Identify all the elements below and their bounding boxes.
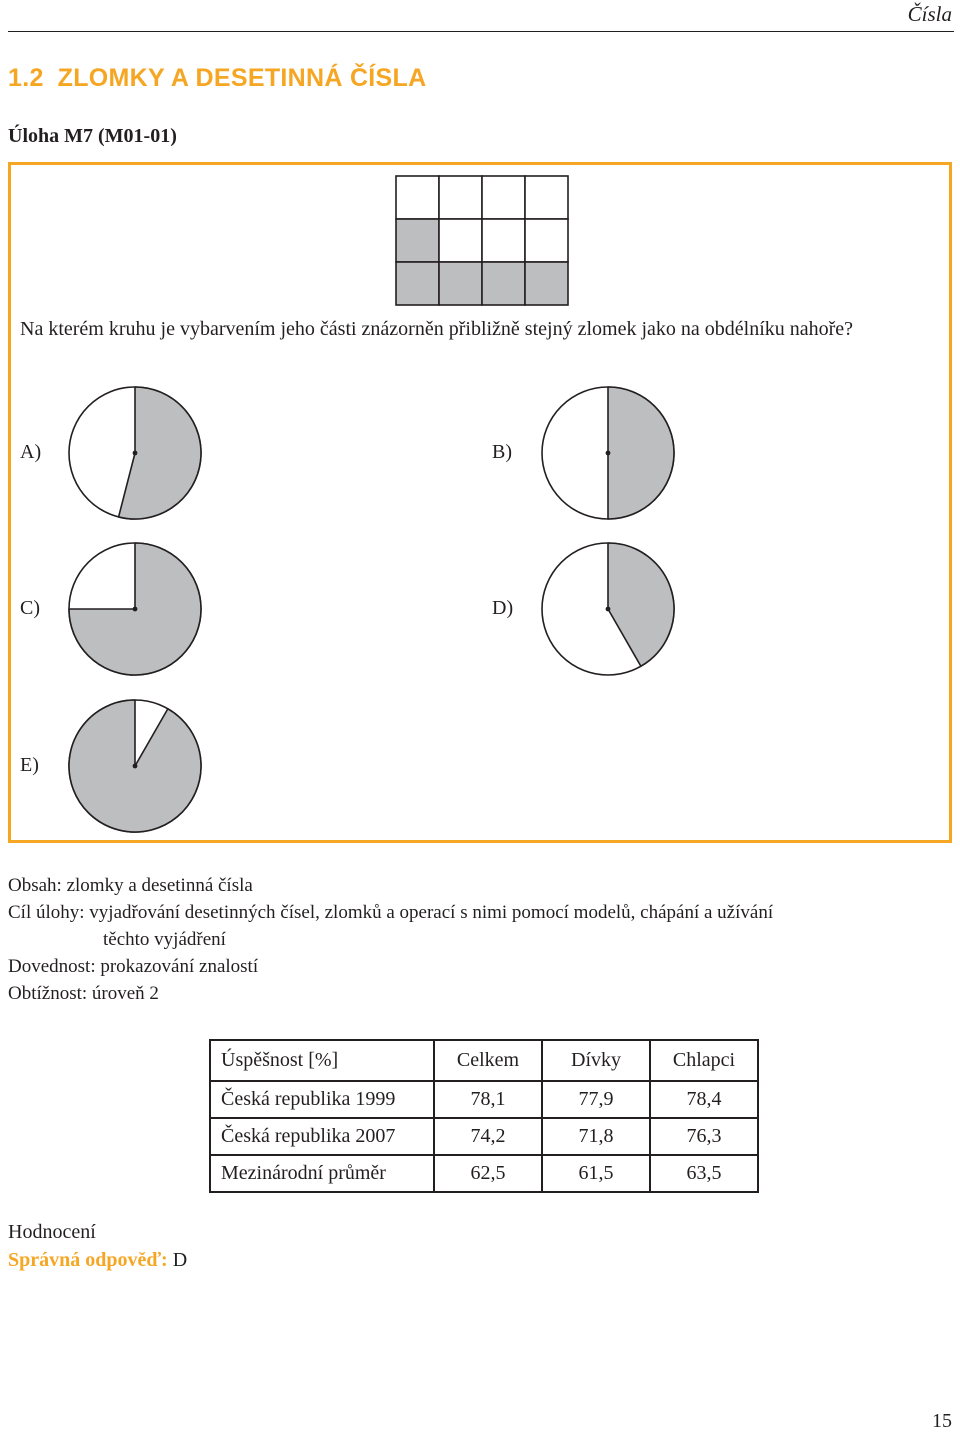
- table-header-row: [210, 1040, 758, 1081]
- table-header-cell: Dívky: [542, 1040, 650, 1081]
- grid-cell: [439, 176, 482, 219]
- option-label-d: D): [492, 597, 514, 619]
- table-header-cell: Celkem: [434, 1040, 542, 1081]
- task-title: Úloha M7 (M01-01): [8, 125, 177, 147]
- table-cell: Česká republika 1999: [210, 1081, 434, 1118]
- grid-cell: [396, 176, 439, 219]
- grid-cell: [482, 219, 525, 262]
- pie-option-d[interactable]: [542, 543, 674, 675]
- pie-center-dot: [606, 451, 611, 456]
- table-cell: 62,5: [434, 1155, 542, 1192]
- grid-cell: [482, 262, 525, 305]
- option-label-b: B): [492, 441, 512, 463]
- option-label-c: C): [20, 597, 40, 619]
- grid-cell: [439, 219, 482, 262]
- table-cell: 77,9: [542, 1081, 650, 1118]
- meta-content: Obsah: zlomky a desetinná čísla: [8, 875, 253, 896]
- option-label-e: E): [20, 754, 39, 776]
- table-cell: Česká republika 2007: [210, 1118, 434, 1155]
- table-cell: Mezinárodní průměr: [210, 1155, 434, 1192]
- pie-center-dot: [606, 607, 611, 612]
- table-cell: 61,5: [542, 1155, 650, 1192]
- meta-difficulty: Obtížnost: úroveň 2: [8, 983, 159, 1004]
- table-cell: 78,1: [434, 1081, 542, 1118]
- results-table: [209, 1039, 759, 1193]
- grid-cell: [525, 262, 568, 305]
- grid-cell: [396, 219, 439, 262]
- running-head: Čísla: [907, 2, 952, 26]
- table-header-cell: Úspěšnost [%]: [210, 1040, 434, 1081]
- table-cell: 74,2: [434, 1118, 542, 1155]
- pie-center-dot: [133, 607, 138, 612]
- pie-option-c[interactable]: [69, 543, 201, 675]
- page-number: 15: [932, 1410, 952, 1432]
- grid-cell: [525, 219, 568, 262]
- table-header-cell: Chlapci: [650, 1040, 758, 1081]
- pie-shaded-slice: [608, 387, 674, 519]
- table-cell: 71,8: [542, 1118, 650, 1155]
- pie-option-b[interactable]: [542, 387, 674, 519]
- table-row: [210, 1118, 758, 1155]
- correct-answer: Správná odpověď: D: [8, 1249, 188, 1271]
- meta-goal-continued: těchto vyjádření: [103, 929, 226, 950]
- grid-cell: [439, 262, 482, 305]
- grid-cell: [525, 176, 568, 219]
- option-label-a: A): [20, 441, 42, 463]
- meta-skill: Dovednost: prokazování znalostí: [8, 956, 259, 977]
- pie-center-dot: [133, 451, 138, 456]
- pie-option-e[interactable]: [69, 700, 201, 832]
- section-number: 1.2: [8, 64, 44, 92]
- pie-center-dot: [133, 764, 138, 769]
- task-metadata: [8, 872, 773, 1007]
- question-text: Na kterém kruhu je vybarvením jeho části znázorněn přibližně stejný zlomek jako na obdélníku nahoře?: [20, 318, 854, 340]
- pie-option-a[interactable]: [69, 387, 201, 519]
- grid-cell: [482, 176, 525, 219]
- fraction-grid: [396, 176, 568, 305]
- evaluation-title: Hodnocení: [8, 1221, 96, 1243]
- correct-answer-value: D: [172, 1249, 188, 1271]
- meta-goal: Cíl úlohy: vyjadřování desetinných čísel, zlomků a operací s nimi pomocí modelů, chápání a užívání: [8, 902, 774, 923]
- evaluation: [8, 1218, 187, 1274]
- table-cell: 63,5: [650, 1155, 758, 1192]
- pie-options: [69, 387, 674, 832]
- table-row: [210, 1081, 758, 1118]
- table-cell: 76,3: [650, 1118, 758, 1155]
- section-heading: ZLOMKY A DESETINNÁ ČÍSLA: [57, 64, 427, 92]
- grid-cell: [396, 262, 439, 305]
- table-cell: 78,4: [650, 1081, 758, 1118]
- table-row: [210, 1155, 758, 1192]
